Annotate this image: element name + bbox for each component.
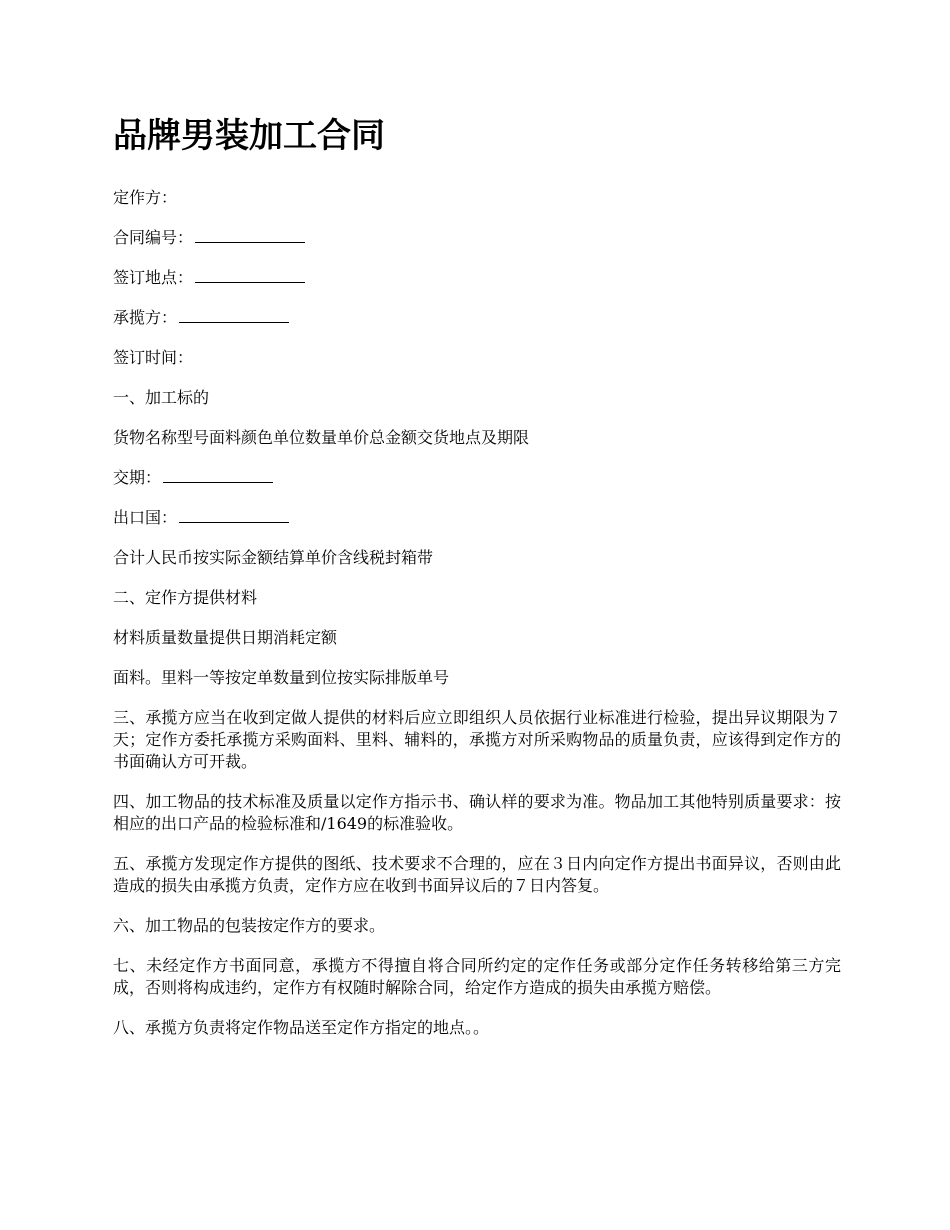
section1-heading: 一、加工标的 — [113, 388, 210, 407]
section1-row2: 合计人民币按实际金额结算单价含线税封箱带 — [113, 548, 434, 567]
field-contractor-label: 承揽方： — [113, 308, 178, 327]
delivery-date-blank — [163, 467, 273, 483]
field-dingzuofang-label: 定作方： — [113, 188, 178, 207]
section1-row1: 货物名称型号面料颜色单位数量单价总金额交货地点及期限 — [113, 428, 530, 447]
field-export-country-label: 出口国： — [113, 508, 178, 527]
field-signing-place — [113, 267, 841, 289]
export-country-blank — [179, 507, 289, 523]
field-signing-time-label: 签订时间： — [113, 348, 194, 367]
field-contract-number — [113, 227, 841, 249]
field-signing-place-label: 签订地点： — [113, 268, 194, 287]
field-signing-time — [113, 347, 841, 369]
field-contractor — [113, 307, 841, 329]
section2-row1: 材料质量数量提供日期消耗定额 — [113, 628, 338, 647]
contract-document — [113, 110, 841, 1057]
field-delivery-date — [113, 467, 841, 489]
contract-number-blank — [195, 227, 305, 243]
clause-5: 五、承揽方发现定作方提供的图纸、技术要求不合理的，应在３日内向定作方提出书面异议，否则由此造成的损失由承揽方负责，定作方应在收到书面异议后的７日内答复。 — [113, 854, 841, 895]
clause-7: 七、未经定作方书面同意，承揽方不得擅自将合同所约定的定作任务或部分定作任务转移给第三方完成，否则将构成违约，定作方有权随时解除合同，给定作方造成的损失由承揽方赔偿。 — [113, 956, 841, 997]
field-dingzuofang — [113, 187, 841, 209]
clause-8: 八、承揽方负责将定作物品送至定作方指定的地点。。 — [113, 1018, 490, 1037]
page-title: 品牌男装加工合同 — [113, 116, 385, 156]
field-export-country — [113, 507, 841, 529]
section2-heading: 二、定作方提供材料 — [113, 588, 258, 607]
field-delivery-date-label: 交期： — [113, 468, 162, 487]
clause-6: 六、加工物品的包装按定作方的要求。 — [113, 916, 386, 935]
section2-row2: 面料。里料一等按定单数量到位按实际排版单号 — [113, 668, 450, 687]
clause-3: 三、承揽方应当在收到定做人提供的材料后应立即组织人员依据行业标准进行检验，提出异议期限为７天；定作方委托承揽方采购面料、里料、辅料的，承揽方对所采购物品的质量负责，应该得到定作方的书面确认方可开裁。 — [113, 708, 841, 771]
field-contract-number-label: 合同编号： — [113, 228, 194, 247]
contractor-blank — [179, 307, 289, 323]
clause-4: 四、加工物品的技术标准及质量以定作方指示书、确认样的要求为准。物品加工其他特别质量要求：按相应的出口产品的检验标准和/1649的标准验收。 — [113, 792, 841, 833]
signing-place-blank — [195, 267, 305, 283]
